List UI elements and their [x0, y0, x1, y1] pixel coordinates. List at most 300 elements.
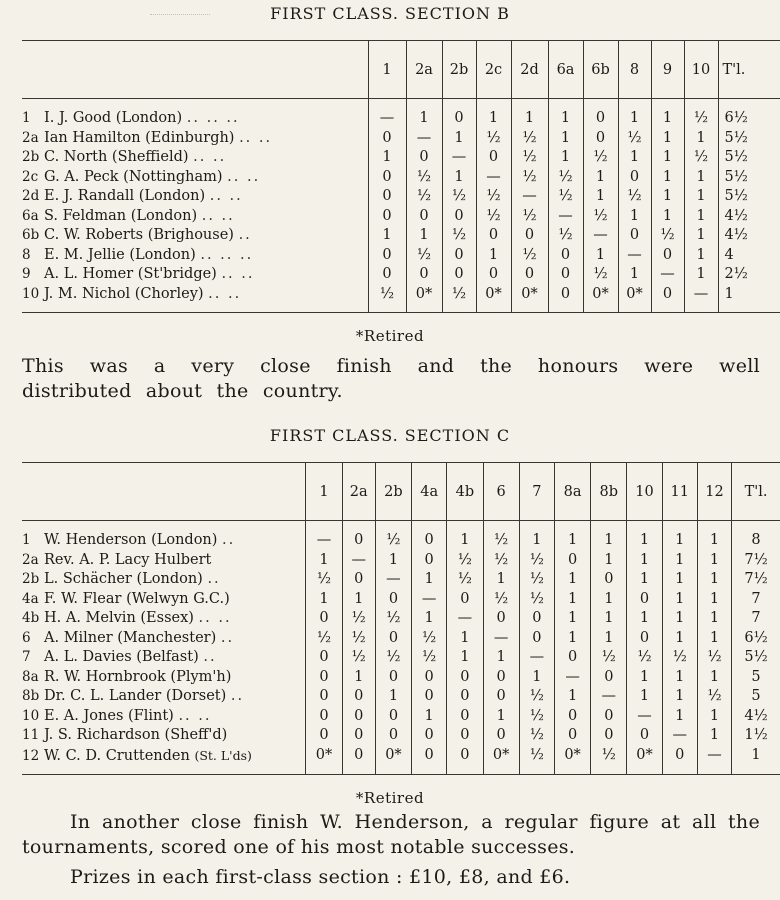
- leader-dots: .. ..: [193, 149, 227, 165]
- spacer-cell: [511, 99, 548, 110]
- score-cell: —: [406, 129, 442, 149]
- score-cell: 1: [697, 570, 731, 590]
- score-cell: 1: [412, 570, 447, 590]
- score-cell: 1: [483, 707, 519, 727]
- score-cell: ½: [591, 746, 627, 775]
- player-name: R. W. Hornbrook (Plym'h): [44, 668, 232, 685]
- score-cell: ½: [483, 531, 519, 551]
- player-rank: 12: [22, 747, 40, 764]
- spacer-cell: [406, 99, 442, 110]
- player-cell: [22, 168, 368, 188]
- section-b-footnote: *Retired: [355, 327, 425, 345]
- score-cell: 0*: [306, 746, 342, 775]
- score-cell: —: [412, 590, 447, 610]
- score-cell: 1: [583, 246, 618, 266]
- score-cell: 1: [442, 129, 476, 149]
- score-cell: —: [651, 265, 684, 285]
- score-cell: 0: [342, 746, 375, 775]
- score-cell: 1: [662, 668, 697, 688]
- total-cell: 5½: [732, 648, 780, 668]
- name-header: [22, 463, 306, 521]
- score-cell: 0: [519, 629, 554, 649]
- spacer-cell: [618, 99, 651, 110]
- score-cell: 0: [591, 668, 627, 688]
- spacer-cell: [718, 99, 780, 110]
- score-cell: 0: [442, 207, 476, 227]
- column-header: 7: [519, 463, 554, 521]
- table-row: [22, 570, 780, 590]
- total-header: T'l.: [732, 463, 780, 521]
- score-cell: ½: [662, 648, 697, 668]
- column-header: 2c: [476, 41, 511, 99]
- score-cell: 0: [306, 609, 342, 629]
- section-c-footnote: *Retired: [355, 789, 425, 807]
- score-cell: 0: [591, 570, 627, 590]
- table-row: [22, 687, 780, 707]
- score-cell: 1: [627, 687, 662, 707]
- score-cell: 0: [368, 129, 406, 149]
- score-cell: —: [627, 707, 662, 727]
- score-cell: 1: [697, 629, 731, 649]
- player-rank: 1: [22, 532, 31, 548]
- score-cell: 0: [342, 707, 375, 727]
- player-name: H. A. Melvin (Essex): [44, 610, 194, 626]
- player-name: A. Milner (Manchester): [44, 629, 217, 646]
- total-cell: 6½: [718, 109, 780, 129]
- total-cell: 6½: [732, 629, 780, 649]
- leader-dots: ..: [203, 649, 217, 665]
- score-cell: 1: [684, 265, 718, 285]
- score-cell: ½: [684, 148, 718, 168]
- score-cell: 1: [519, 531, 554, 551]
- player-name: F. W. Flear (Welwyn G.C.): [44, 590, 230, 607]
- score-cell: 0: [406, 148, 442, 168]
- score-cell: 0*: [511, 285, 548, 313]
- column-header: 2b: [375, 463, 411, 521]
- spacer-cell: [627, 521, 662, 532]
- score-cell: ½: [684, 109, 718, 129]
- score-cell: 0*: [406, 285, 442, 313]
- score-cell: 0: [618, 226, 651, 246]
- player-rank: 2b: [22, 149, 40, 165]
- leader-dots: .. ..: [201, 207, 235, 224]
- section-c-table: [22, 462, 780, 775]
- score-cell: 1: [684, 187, 718, 207]
- score-cell: 0: [412, 687, 447, 707]
- column-header: 6a: [548, 41, 583, 99]
- score-cell: 0: [447, 746, 483, 775]
- player-name: L. Schächer (London): [44, 571, 203, 587]
- player-rank: 2a: [22, 551, 39, 568]
- score-cell: ½: [627, 648, 662, 668]
- spacer-cell: [554, 521, 590, 532]
- score-cell: 0: [447, 726, 483, 746]
- table-row: [22, 648, 780, 668]
- total-cell: 5½: [718, 168, 780, 188]
- score-cell: 0: [442, 246, 476, 266]
- total-cell: 4½: [718, 207, 780, 227]
- score-cell: ½: [412, 629, 447, 649]
- score-cell: ½: [511, 129, 548, 149]
- section-b-table: [22, 40, 780, 313]
- player-cell: [22, 648, 306, 668]
- score-cell: 1: [684, 246, 718, 266]
- player-cell: [22, 187, 368, 207]
- leader-dots: ..: [220, 629, 235, 646]
- player-cell: [22, 226, 368, 246]
- score-cell: ½: [476, 129, 511, 149]
- score-cell: ½: [519, 570, 554, 590]
- column-header: 9: [651, 41, 684, 99]
- leader-dots: .. .. ..: [186, 110, 240, 126]
- total-cell: 1: [732, 746, 780, 775]
- spacer-cell: [548, 99, 583, 110]
- score-cell: 0: [375, 726, 411, 746]
- score-cell: 0: [342, 726, 375, 746]
- spacer-cell: [583, 99, 618, 110]
- score-cell: 1: [554, 590, 590, 610]
- score-cell: 0: [412, 726, 447, 746]
- score-cell: ½: [375, 609, 411, 629]
- leader-dots: .. ..: [209, 188, 243, 204]
- leader-dots: ..: [207, 571, 221, 587]
- column-header: 6b: [583, 41, 618, 99]
- score-cell: 0: [548, 285, 583, 313]
- total-cell: 8: [732, 531, 780, 551]
- score-cell: 1: [662, 629, 697, 649]
- column-header: 2b: [442, 41, 476, 99]
- column-header: 2a: [406, 41, 442, 99]
- score-cell: 0: [375, 668, 411, 688]
- column-header: 4a: [412, 463, 447, 521]
- score-cell: 0: [412, 668, 447, 688]
- player-name: Ian Hamilton (Edinburgh): [44, 129, 235, 146]
- player-cell: [22, 570, 306, 590]
- table-row: [22, 746, 780, 775]
- table-row: [22, 109, 780, 129]
- player-name: A. L. Homer (St'bridge): [44, 266, 217, 282]
- table-row: [22, 629, 780, 649]
- score-cell: 0: [476, 265, 511, 285]
- score-cell: ½: [651, 226, 684, 246]
- score-cell: ½: [306, 629, 342, 649]
- score-cell: 1: [447, 648, 483, 668]
- player-rank: 8b: [22, 688, 40, 704]
- column-header: 8: [618, 41, 651, 99]
- score-cell: 0: [375, 707, 411, 727]
- score-cell: 0*: [554, 746, 590, 775]
- score-cell: 1: [697, 531, 731, 551]
- score-cell: ½: [406, 168, 442, 188]
- score-cell: 1: [583, 168, 618, 188]
- column-header: 12: [697, 463, 731, 521]
- score-cell: 1: [662, 570, 697, 590]
- player-name: Rev. A. P. Lacy Hulbert: [44, 551, 212, 568]
- leader-dots: ..: [230, 688, 245, 704]
- score-cell: 1: [651, 207, 684, 227]
- total-cell: 5½: [718, 187, 780, 207]
- score-cell: 1: [591, 590, 627, 610]
- score-cell: 0: [447, 707, 483, 727]
- spacer-row: [22, 99, 780, 110]
- score-cell: 0*: [476, 285, 511, 313]
- score-cell: 0: [483, 687, 519, 707]
- score-cell: 1: [511, 109, 548, 129]
- score-cell: 0: [368, 187, 406, 207]
- score-cell: ½: [519, 726, 554, 746]
- score-cell: 1: [662, 531, 697, 551]
- score-cell: 1: [651, 129, 684, 149]
- score-cell: 1: [651, 148, 684, 168]
- score-cell: ½: [447, 551, 483, 571]
- score-cell: 1: [627, 609, 662, 629]
- score-cell: 1: [548, 109, 583, 129]
- score-cell: 0: [554, 551, 590, 571]
- spacer-cell: [412, 521, 447, 532]
- score-cell: 0: [554, 726, 590, 746]
- leader-dots: .. ..: [198, 610, 232, 626]
- score-cell: ½: [519, 590, 554, 610]
- player-name: I. J. Good (London): [44, 110, 183, 126]
- player-rank: 2b: [22, 571, 40, 587]
- spacer-cell: [732, 521, 780, 532]
- player-name: E. A. Jones (Flint): [44, 707, 174, 724]
- total-cell: 1: [718, 285, 780, 313]
- leader-dots: .. ..: [178, 707, 212, 724]
- score-cell: 1: [697, 707, 731, 727]
- score-cell: 0: [554, 707, 590, 727]
- total-cell: 5: [732, 687, 780, 707]
- score-cell: 1: [375, 687, 411, 707]
- score-cell: 1: [447, 531, 483, 551]
- score-cell: ½: [442, 187, 476, 207]
- score-cell: 0: [651, 246, 684, 266]
- score-cell: 0: [442, 265, 476, 285]
- section-b-title: FIRST CLASS. SECTION B: [270, 4, 510, 23]
- player-name: E. M. Jellie (London): [44, 246, 196, 263]
- player-cell: [22, 746, 306, 775]
- score-cell: —: [618, 246, 651, 266]
- score-cell: 1: [627, 668, 662, 688]
- score-cell: 1: [554, 531, 590, 551]
- spacer-cell: [684, 99, 718, 110]
- score-cell: 1: [662, 707, 697, 727]
- score-cell: 1: [651, 187, 684, 207]
- score-cell: ½: [519, 707, 554, 727]
- score-cell: 0: [591, 707, 627, 727]
- player-rank: 10: [22, 285, 40, 302]
- score-cell: 0: [548, 246, 583, 266]
- score-cell: 0: [442, 109, 476, 129]
- score-cell: 1: [618, 265, 651, 285]
- player-name: W. Henderson (London): [44, 532, 218, 548]
- score-cell: ½: [447, 570, 483, 590]
- score-cell: 1: [591, 609, 627, 629]
- score-cell: ½: [697, 687, 731, 707]
- player-rank: 6b: [22, 227, 40, 243]
- score-cell: 1: [627, 570, 662, 590]
- score-cell: 0: [368, 265, 406, 285]
- score-cell: 0: [662, 746, 697, 775]
- player-rank: 4b: [22, 610, 40, 626]
- score-cell: ½: [483, 551, 519, 571]
- score-cell: ½: [511, 246, 548, 266]
- spacer-cell: [342, 521, 375, 532]
- table-row: [22, 590, 780, 610]
- player-name: G. A. Peck (Nottingham): [44, 168, 223, 185]
- score-cell: 0: [583, 109, 618, 129]
- table-row: [22, 551, 780, 571]
- score-cell: 1: [406, 109, 442, 129]
- score-cell: 1: [651, 109, 684, 129]
- table-row: [22, 285, 780, 313]
- score-cell: 0: [342, 687, 375, 707]
- player-rank: 9: [22, 266, 31, 282]
- score-cell: 1: [697, 590, 731, 610]
- player-cell: [22, 609, 306, 629]
- player-cell: [22, 265, 368, 285]
- player-name: E. J. Randall (London): [44, 188, 206, 204]
- score-cell: ½: [476, 207, 511, 227]
- spacer-cell: [591, 521, 627, 532]
- score-cell: 0: [511, 265, 548, 285]
- score-cell: 1: [554, 609, 590, 629]
- score-cell: 1: [684, 207, 718, 227]
- total-cell: 2½: [718, 265, 780, 285]
- total-cell: 5½: [718, 148, 780, 168]
- score-cell: 0: [306, 707, 342, 727]
- total-cell: 1½: [732, 726, 780, 746]
- total-cell: 7: [732, 609, 780, 629]
- score-cell: 0: [412, 551, 447, 571]
- spacer-cell: [476, 99, 511, 110]
- score-cell: 0: [412, 531, 447, 551]
- total-header: T'l.: [718, 41, 780, 99]
- score-cell: 0: [375, 629, 411, 649]
- column-header: 2d: [511, 41, 548, 99]
- spacer-cell: [306, 521, 342, 532]
- spacer-cell: [442, 99, 476, 110]
- player-town: (St. L'ds): [194, 747, 252, 763]
- score-cell: 0: [483, 726, 519, 746]
- leader-dots: .. ..: [208, 285, 242, 302]
- score-cell: 1: [554, 629, 590, 649]
- score-cell: 0: [406, 265, 442, 285]
- table-row: [22, 246, 780, 266]
- score-cell: ½: [342, 648, 375, 668]
- score-cell: 1: [684, 226, 718, 246]
- score-cell: 1: [519, 668, 554, 688]
- score-cell: 1: [662, 590, 697, 610]
- score-cell: —: [483, 629, 519, 649]
- score-cell: 0: [511, 226, 548, 246]
- score-cell: 1: [375, 551, 411, 571]
- table-row: [22, 207, 780, 227]
- score-cell: 0: [368, 207, 406, 227]
- score-cell: ½: [342, 629, 375, 649]
- total-cell: 4: [718, 246, 780, 266]
- spacer-cell: [651, 99, 684, 110]
- player-rank: 8: [22, 246, 31, 263]
- leader-dots: .. ..: [221, 266, 255, 282]
- table-row: [22, 707, 780, 727]
- score-cell: ½: [442, 226, 476, 246]
- score-cell: 0: [519, 609, 554, 629]
- player-name: W. C. D. Cruttenden: [44, 747, 190, 764]
- spacer-row: [22, 521, 780, 532]
- score-cell: —: [442, 148, 476, 168]
- score-cell: ½: [519, 687, 554, 707]
- player-name: A. L. Davies (Belfast): [44, 649, 199, 665]
- spacer-cell: [519, 521, 554, 532]
- score-cell: ½: [519, 746, 554, 775]
- player-rank: 6a: [22, 207, 39, 224]
- score-cell: 0: [406, 207, 442, 227]
- score-cell: 1: [662, 551, 697, 571]
- total-cell: 7½: [732, 551, 780, 571]
- score-cell: 1: [412, 609, 447, 629]
- score-cell: 0: [591, 726, 627, 746]
- table-row: [22, 609, 780, 629]
- score-cell: 0: [368, 246, 406, 266]
- total-cell: 5: [732, 668, 780, 688]
- score-cell: 1: [483, 570, 519, 590]
- player-cell: [22, 707, 306, 727]
- section-c-commentary: In another close finish W. Henderson, a regular figure at all the tournaments, scored one of his most notable successes.: [22, 811, 760, 858]
- total-cell: 7½: [732, 570, 780, 590]
- score-cell: 1: [583, 187, 618, 207]
- score-cell: 0: [306, 726, 342, 746]
- score-cell: 0*: [583, 285, 618, 313]
- column-header: 10: [684, 41, 718, 99]
- spacer-cell: [662, 521, 697, 532]
- spacer-cell: [22, 521, 306, 532]
- score-cell: 1: [591, 551, 627, 571]
- score-cell: 0*: [618, 285, 651, 313]
- score-cell: ½: [511, 148, 548, 168]
- score-cell: —: [511, 187, 548, 207]
- score-cell: 1: [697, 726, 731, 746]
- score-cell: 0: [583, 129, 618, 149]
- score-cell: —: [447, 609, 483, 629]
- table-row: [22, 129, 780, 149]
- score-cell: 1: [684, 168, 718, 188]
- score-cell: 1: [554, 570, 590, 590]
- spacer-cell: [368, 99, 406, 110]
- score-cell: 0: [447, 668, 483, 688]
- score-cell: ½: [583, 148, 618, 168]
- column-header: 1: [306, 463, 342, 521]
- player-rank: 7: [22, 649, 31, 665]
- score-cell: 0: [476, 226, 511, 246]
- score-cell: 1: [342, 590, 375, 610]
- score-cell: —: [342, 551, 375, 571]
- score-cell: —: [519, 648, 554, 668]
- score-cell: 1: [618, 109, 651, 129]
- score-cell: 1: [406, 226, 442, 246]
- score-cell: ½: [583, 207, 618, 227]
- score-cell: ½: [583, 265, 618, 285]
- score-cell: —: [662, 726, 697, 746]
- score-cell: ½: [375, 531, 411, 551]
- spacer-cell: [483, 521, 519, 532]
- score-cell: —: [375, 570, 411, 590]
- table-row: [22, 668, 780, 688]
- total-cell: 7: [732, 590, 780, 610]
- spacer-cell: [447, 521, 483, 532]
- leader-dots: ..: [238, 227, 252, 243]
- score-cell: 1: [342, 668, 375, 688]
